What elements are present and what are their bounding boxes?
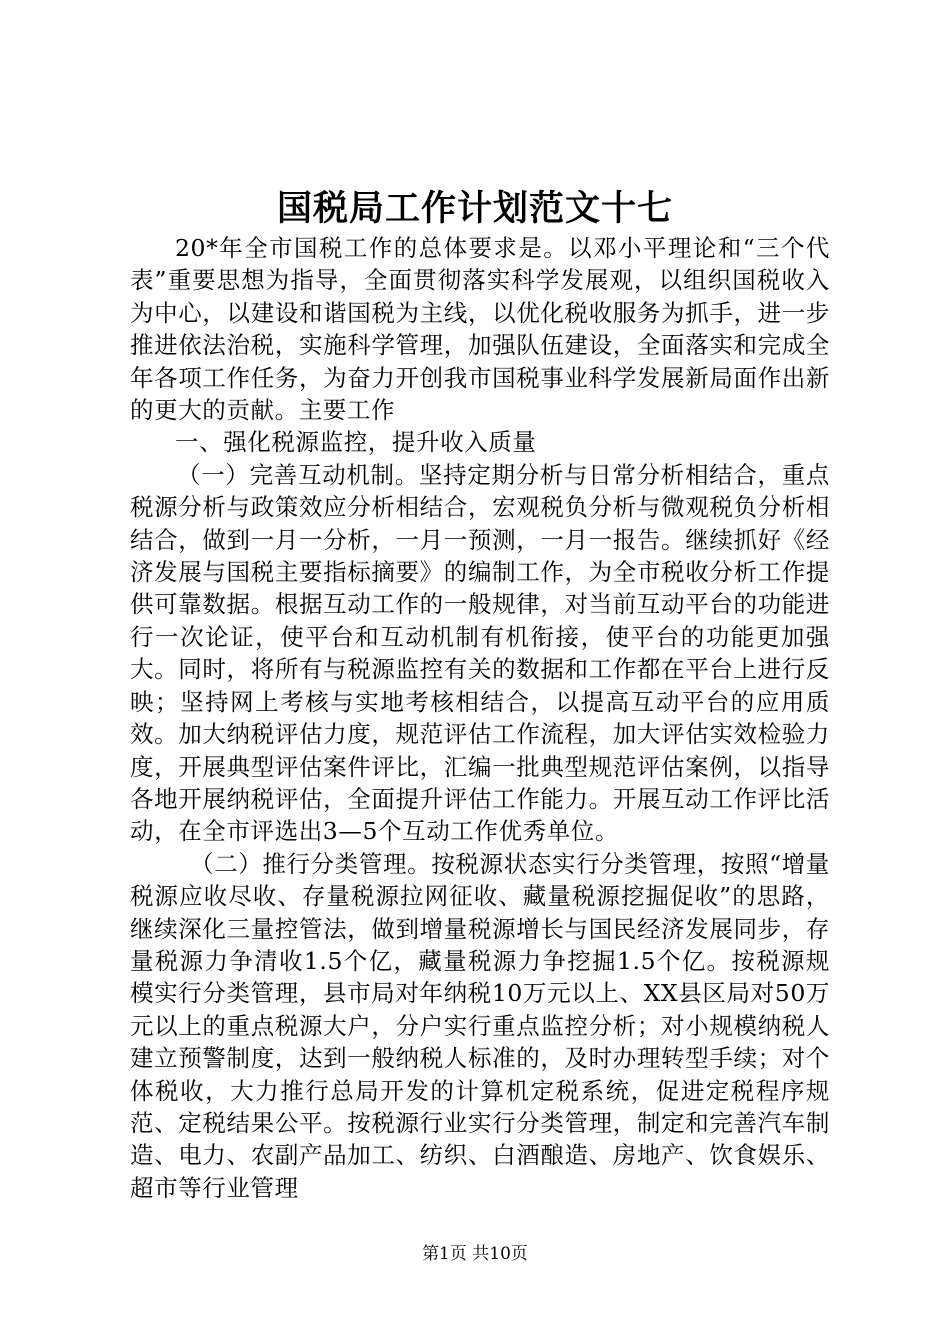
intro-paragraph: 20*年全市国税工作的总体要求是。以邓小平理论和“三个代表”重要思想为指导，全面贯彻落实科学发展观，以组织国税收入为中心，以建设和谐国税为主线，以优化税收服务为抓手，进一步推进依法治税，实施科学管理，加强队伍建设，全面落实和完成全年各项工作任务，为奋力开创我市国税事业科学发展新局面作出新的更大的贡献。主要工作 (130, 234, 830, 425)
page-footer: 第1页 共10页 (422, 1244, 528, 1264)
document-body (130, 232, 830, 1204)
section-heading-1: 一、强化税源监控，提升收入质量 (175, 428, 537, 457)
section-paragraph-1: （一）完善互动机制。坚持定期分析与日常分析相结合，重点税源分析与政策效应分析相结合，宏观税负分析与微观税负分析相结合，做到一月一分析，一月一预测，一月一报告。继续抓好《经济发展与国税主要指标摘要》的编制工作，为全市税收分析工作提供可靠数据。根据互动工作的一般规律，对当前互动平台的功能进行一次论证，使平台和互动机制有机衔接，使平台的功能更加强大。同时，将所有与税源监控有关的数据和工作都在平台上进行反映；坚持网上考核与实地考核相结合，以提高互动平台的应用质效。加大纳税评估力度，规范评估工作流程，加大评估实效检验力度，开展典型评估案件评比，汇编一批典型规范评估案例，以指导各地开展纳税评估，全面提升评估工作能力。开展互动工作评比活动，在全市评选出3—5个互动工作优秀单位。 (130, 460, 830, 846)
document-title: 国税局工作计划范文十七 (276, 188, 673, 229)
section-paragraph-2: （二）推行分类管理。按税源状态实行分类管理，按照“增量税源应收尽收、存量税源拉网征收、藏量税源挖掘促收”的思路，继续深化三量控管法，做到增量税源增长与国民经济发展同步，存量税源力争清收1.5个亿，藏量税源力争挖掘1.5个亿。按税源规模实行分类管理，县市局对年纳税10万元以上、XX县区局对50万元以上的重点税源大户，分户实行重点监控分析；对小规模纳税人建立预警制度，达到一般纳税人标准的，及时办理转型手续；对个体税收，大力推行总局开发的计算机定税系统，促进定税程序规范、定税结果公平。按税源行业实行分类管理，制定和完善汽车制造、电力、农副产品加工、纺织、白酒酿造、房地产、饮食娱乐、超市等行业管理 (130, 849, 830, 1202)
